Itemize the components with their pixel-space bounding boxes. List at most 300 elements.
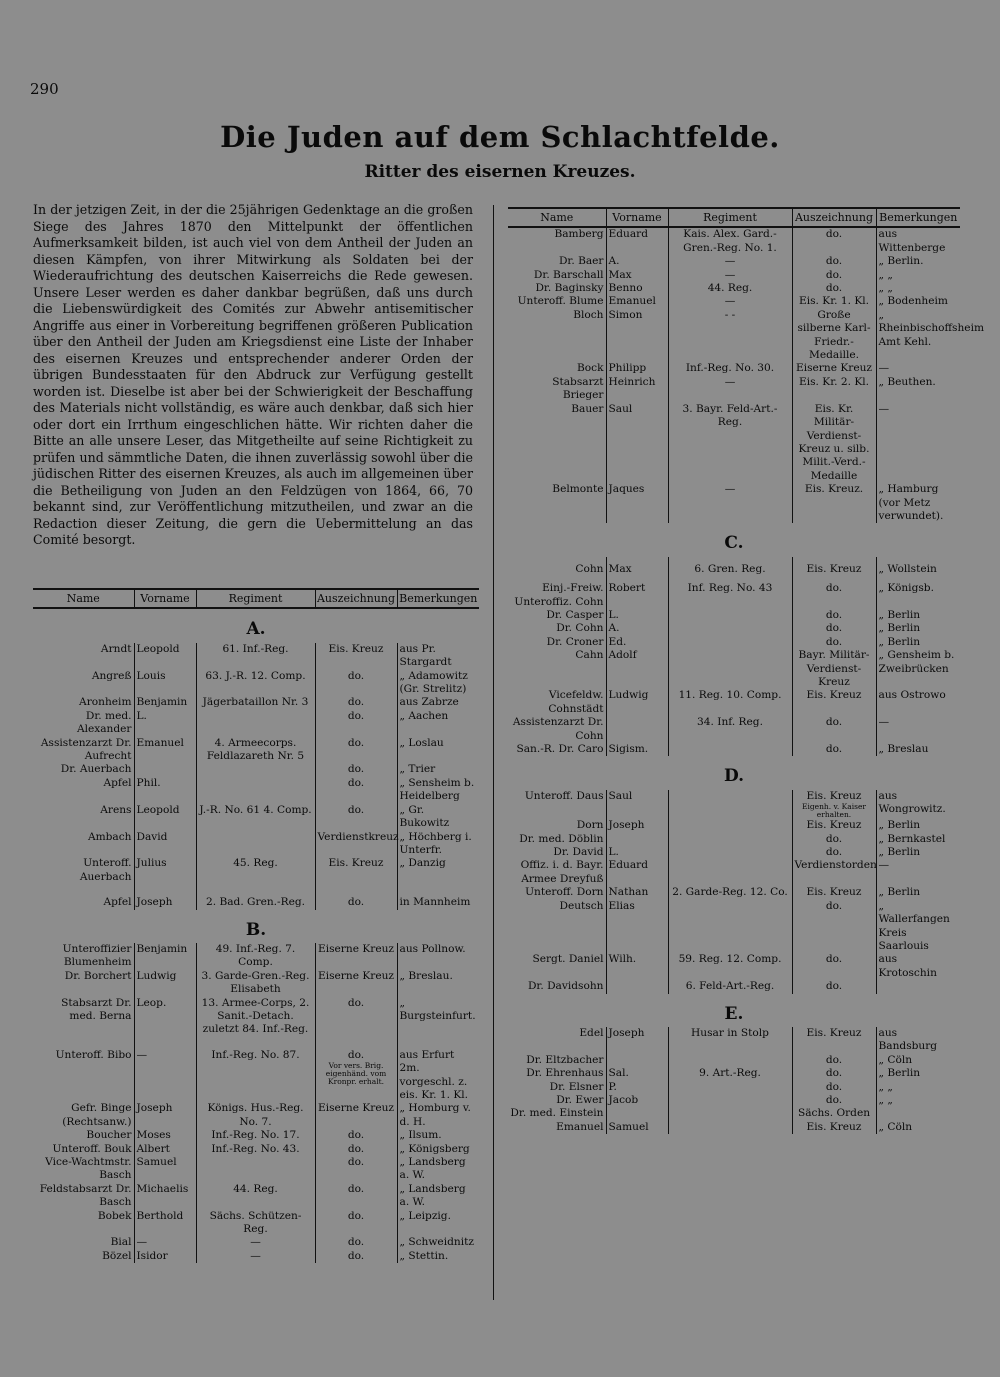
cell-vorname-text: Benno — [608, 282, 643, 295]
cell-bemerkungen — [397, 896, 479, 909]
cell-regiment — [668, 716, 792, 743]
cell-vorname-text: Robert — [608, 582, 646, 595]
section-letter: B. — [245, 919, 267, 940]
cell-auszeichnung — [315, 696, 397, 709]
cell-auszeichnung — [315, 710, 397, 737]
cell-regiment-text: 11. Reg. 10. Comp. — [678, 689, 782, 702]
cell-auszeichnung-text: Eis. Kreuz — [806, 562, 862, 575]
cell-bemerkungen-text: „ Berlin — [878, 1067, 921, 1080]
cell-auszeichnung-text: do. — [825, 716, 843, 729]
cell-auszeichnung — [792, 403, 876, 483]
header-auszeichnung: Auszeichnung — [315, 589, 397, 608]
cell-vorname-text: Emanuel — [608, 295, 656, 308]
cell-auszeichnung — [792, 1027, 876, 1054]
cell-name-text: Dr. David — [553, 846, 604, 859]
cell-auszeichnung-text: Eis. Kreuz — [806, 1120, 862, 1133]
cell-auszeichnung — [792, 790, 876, 819]
cell-vorname-text: David — [136, 830, 168, 843]
cell-vorname — [606, 563, 668, 576]
cell-bemerkungen-text: „ Homburg v. d. H. — [399, 1102, 471, 1128]
cell-auszeichnung-text: do. — [347, 803, 365, 816]
cell-auszeichnung — [315, 777, 397, 804]
cell-name — [508, 980, 606, 993]
header-auszeichnung: Auszeichnung — [792, 208, 876, 227]
cell-name — [33, 804, 134, 831]
cell-bemerkungen-text: aus Krotoschin — [878, 953, 937, 979]
cell-name — [33, 1049, 134, 1103]
cell-bemerkungen — [876, 1081, 960, 1094]
cell-regiment-text: 49. Inf.-Reg. 7. Comp. — [215, 942, 296, 969]
cell-name-text: Unteroff. Bouk — [52, 1142, 132, 1155]
cell-name-text: San.-R. Dr. Caro — [516, 743, 604, 756]
cell-name — [33, 1156, 134, 1183]
cell-auszeichnung — [315, 804, 397, 831]
cell-vorname — [606, 622, 668, 635]
cell-auszeichnung — [792, 309, 876, 363]
cell-regiment — [196, 670, 315, 697]
cell-bemerkungen — [876, 1094, 960, 1107]
cell-bemerkungen-text: „ Berlin — [878, 846, 921, 859]
table-row — [33, 1049, 479, 1103]
cell-bemerkungen — [876, 609, 960, 622]
cell-auszeichnung-text: Eiserne Kreuz — [317, 942, 394, 955]
cell-vorname — [134, 1143, 196, 1156]
cell-regiment — [196, 1156, 315, 1183]
table-row — [508, 483, 960, 523]
cell-name — [508, 282, 606, 295]
cell-regiment-text: — — [724, 483, 736, 496]
cell-regiment — [668, 609, 792, 622]
spacer-cell — [315, 1037, 397, 1049]
cell-vorname-text: Eduard — [608, 228, 648, 241]
cell-name — [508, 636, 606, 649]
cell-regiment — [196, 943, 315, 970]
cell-name-text: Arndt — [100, 642, 132, 655]
cell-regiment-text: J.-R. No. 61 4. Comp. — [199, 803, 312, 816]
cell-bemerkungen-text: „ Danzig — [399, 857, 446, 870]
cell-name-text: Unteroffizier Blumenheim — [62, 942, 132, 969]
cell-vorname-text: Moses — [136, 1129, 171, 1142]
cell-bemerkungen-text: „ Bernkastel — [878, 832, 946, 845]
cell-name — [508, 689, 606, 716]
cell-name — [33, 1236, 134, 1249]
cell-regiment — [668, 886, 792, 899]
cell-vorname — [134, 696, 196, 709]
cell-vorname-text: Simon — [608, 308, 643, 321]
spacer-row — [33, 884, 479, 896]
cell-auszeichnung-text: Eis. Kreuz — [328, 642, 384, 655]
table-row — [508, 980, 960, 993]
cell-bemerkungen-text: „ Trier — [399, 763, 436, 776]
cell-bemerkungen — [876, 227, 960, 255]
cell-regiment-text: Kais. Alex. Gard.-Gren.-Reg. No. 1. — [683, 228, 777, 254]
cell-auszeichnung — [792, 716, 876, 743]
cell-auszeichnung-text: do. — [347, 1209, 365, 1222]
cell-regiment — [196, 1143, 315, 1156]
column-divider — [493, 205, 494, 1300]
cell-name — [508, 1027, 606, 1054]
cell-vorname — [606, 362, 668, 375]
header-regiment: Regiment — [668, 208, 792, 227]
table-row — [33, 1129, 479, 1142]
cell-vorname-text: Leopold — [136, 642, 180, 655]
cell-vorname-text: — — [136, 1048, 148, 1061]
cell-vorname-text: Benjamin — [136, 942, 188, 955]
cell-vorname — [606, 255, 668, 268]
cell-vorname — [606, 1107, 668, 1120]
cell-auszeichnung — [315, 831, 397, 858]
cell-bemerkungen — [876, 649, 960, 689]
cell-vorname — [134, 1183, 196, 1210]
cell-bemerkungen — [397, 1156, 479, 1183]
award-note: Vor vers. Brig. eigenhänd. vom Kronpr. erhalt. — [325, 1061, 387, 1087]
cell-regiment — [668, 309, 792, 363]
cell-bemerkungen-text: „ Berlin — [878, 608, 921, 621]
table-row — [508, 1027, 960, 1054]
cell-name-text: Offiz. i. d. Bayr. Armee Dreyfuß — [520, 859, 604, 885]
cell-bemerkungen-text: „ Gensheim b. Zweibrücken — [878, 649, 955, 675]
section-letter: A. — [246, 619, 266, 640]
cell-auszeichnung-text: Bayr. Militär-Verdienst-Kreuz — [798, 649, 870, 688]
cell-name-text: Dr. Davidsohn — [527, 980, 604, 993]
cell-auszeichnung-text: do. — [825, 622, 843, 635]
cell-regiment — [668, 689, 792, 716]
cell-bemerkungen-text: „ Cöln — [878, 1120, 913, 1133]
page-number: 290 — [30, 80, 59, 98]
cell-bemerkungen-text: „ Burgsteinfurt. — [399, 996, 476, 1022]
cell-vorname — [606, 1121, 668, 1134]
cell-name-text: Dr. med. Döblin — [519, 832, 604, 845]
cell-name — [508, 403, 606, 483]
cell-bemerkungen-text: aus Pr. Stargardt — [399, 642, 452, 669]
cell-name-text: Unteroff. Blume — [517, 295, 604, 308]
cell-name-text: Emanuel — [556, 1120, 604, 1133]
cell-auszeichnung — [792, 819, 876, 832]
cell-bemerkungen-text: „ Aachen — [399, 709, 449, 722]
cell-regiment — [196, 763, 315, 776]
cell-bemerkungen-text: aus Pollnow. — [399, 942, 466, 955]
cell-auszeichnung-text: Verdienstkreuz — [317, 830, 399, 843]
cell-regiment-text: — — [724, 255, 736, 268]
cell-name-text: Deutsch — [559, 899, 604, 912]
spacer-row — [33, 1037, 479, 1049]
cell-name-text: Dr. med. Einstein — [510, 1107, 604, 1120]
cell-auszeichnung — [315, 857, 397, 884]
cell-bemerkungen — [397, 804, 479, 831]
cell-auszeichnung-text: Eis. Kreuz — [806, 886, 862, 899]
cell-name — [33, 857, 134, 884]
cell-auszeichnung — [315, 896, 397, 909]
cell-regiment — [668, 227, 792, 255]
cell-regiment — [196, 777, 315, 804]
header-name: Name — [33, 589, 134, 608]
cell-vorname-text: Nathan — [608, 886, 649, 899]
table-row — [508, 649, 960, 689]
cell-vorname — [606, 859, 668, 886]
table-row — [33, 643, 479, 670]
cell-vorname-text: Jaques — [608, 483, 645, 496]
cell-name — [508, 1094, 606, 1107]
cell-vorname — [606, 819, 668, 832]
cell-regiment-text: 59. Reg. 12. Comp. — [678, 953, 782, 966]
cell-vorname — [134, 804, 196, 831]
cell-name-text: Stabsarzt Brieger — [552, 375, 604, 402]
cell-name — [33, 896, 134, 909]
cell-auszeichnung — [315, 1250, 397, 1263]
cell-name-text: Dr. Ehrenhaus — [526, 1067, 604, 1080]
cell-name — [33, 1250, 134, 1263]
cell-regiment — [668, 622, 792, 635]
table-row — [33, 1183, 479, 1210]
cell-name — [33, 997, 134, 1037]
cell-vorname-text: Saul — [608, 402, 633, 415]
cell-bemerkungen — [876, 953, 960, 980]
cell-bemerkungen-text: „ Bodenheim — [878, 295, 948, 308]
cell-auszeichnung — [792, 886, 876, 899]
cell-name — [508, 900, 606, 954]
cell-vorname — [134, 896, 196, 909]
cell-regiment — [668, 1107, 792, 1120]
cell-regiment-text: Inf. Reg. No. 43 — [687, 582, 773, 595]
table-row — [508, 1094, 960, 1107]
cell-name — [508, 563, 606, 576]
cell-regiment — [196, 970, 315, 997]
header-regiment: Regiment — [196, 589, 315, 608]
cell-regiment-text: Königs. Hus.-Reg. No. 7. — [207, 1102, 304, 1128]
section-letter-row — [33, 910, 479, 943]
cell-auszeichnung-text: do. — [825, 268, 843, 281]
cell-name — [508, 362, 606, 375]
cell-bemerkungen-text: „ Stettin. — [399, 1249, 449, 1262]
cell-name-text: Stabsarzt Dr. med. Berna — [61, 996, 132, 1022]
cell-regiment-text: Inf.-Reg. No. 87. — [211, 1048, 300, 1061]
cell-vorname — [606, 649, 668, 689]
cell-bemerkungen — [876, 362, 960, 375]
cell-vorname-text: Leopold — [136, 803, 180, 816]
cell-bemerkungen — [397, 670, 479, 697]
cell-vorname-text: Ed. — [608, 635, 627, 648]
cell-regiment-text: 3. Garde-Gren.-Reg. Elisabeth — [201, 969, 310, 996]
spacer-cell — [397, 1037, 479, 1049]
cell-name-text: Bloch — [573, 308, 604, 321]
cell-vorname — [606, 743, 668, 756]
cell-vorname — [134, 763, 196, 776]
cell-bemerkungen — [397, 1129, 479, 1142]
cell-auszeichnung-text: do. — [347, 763, 365, 776]
table-row — [33, 997, 479, 1037]
table-row — [508, 689, 960, 716]
table-row — [508, 295, 960, 308]
cell-auszeichnung — [792, 980, 876, 993]
cell-name-text: Apfel — [103, 896, 132, 909]
table-row — [508, 833, 960, 846]
table-row — [33, 943, 479, 970]
cell-regiment-text: 44. Reg. — [233, 1182, 278, 1195]
section-letter-row — [508, 756, 960, 789]
cell-vorname-text: Samuel — [136, 1156, 177, 1169]
cell-regiment — [196, 737, 315, 764]
table-row — [33, 804, 479, 831]
page-title: Die Juden auf dem Schlachtfelde. — [220, 120, 780, 154]
cell-bemerkungen-text: aus Erfurt 2m. vorgeschl. z. eis. Kr. 1. Kl. — [399, 1048, 469, 1101]
cell-vorname — [606, 1027, 668, 1054]
cell-regiment — [668, 833, 792, 846]
cell-regiment — [668, 900, 792, 954]
cell-auszeichnung-text: do. — [347, 896, 365, 909]
cell-bemerkungen-text: „ Sensheim b. Heidelberg — [399, 776, 475, 803]
cell-name-text: Dr. med. Alexander — [76, 709, 132, 736]
cell-name-text: Dr. Baginsky — [535, 282, 604, 295]
cell-vorname — [134, 777, 196, 804]
table-row — [508, 1121, 960, 1134]
cell-name-text: Aronheim — [79, 696, 132, 709]
cell-name-text: Dorn — [576, 819, 604, 832]
cell-vorname — [134, 1102, 196, 1129]
table-row — [33, 1156, 479, 1183]
cell-vorname — [606, 483, 668, 523]
table-row — [508, 362, 960, 375]
cell-vorname-text: Joseph — [136, 1102, 173, 1115]
cell-name-text: Vice-Wachtmstr. Basch — [45, 1156, 132, 1182]
cell-auszeichnung-text: do. — [825, 282, 843, 295]
cell-regiment — [196, 1210, 315, 1237]
cell-bemerkungen — [876, 886, 960, 899]
cell-auszeichnung-text: Eis. Kreuz — [806, 1026, 862, 1039]
header-vorname: Vorname — [606, 208, 668, 227]
cell-name-text: Cahn — [575, 649, 604, 662]
cell-auszeichnung-text: do. — [825, 1093, 843, 1106]
cell-auszeichnung — [792, 1067, 876, 1080]
table-header-row — [508, 208, 960, 227]
table-row — [33, 670, 479, 697]
cell-bemerkungen — [876, 1107, 960, 1120]
cell-name — [508, 295, 606, 308]
cell-regiment — [668, 980, 792, 993]
table-row — [508, 790, 960, 819]
cell-vorname — [134, 1210, 196, 1237]
table-row — [33, 1143, 479, 1156]
cell-auszeichnung-text: Eis. Kr. 1. Kl. — [799, 295, 869, 308]
cell-name — [508, 649, 606, 689]
table-row — [33, 737, 479, 764]
cell-auszeichnung-text: do. — [347, 1142, 365, 1155]
spacer-cell — [134, 1037, 196, 1049]
cell-auszeichnung — [792, 1094, 876, 1107]
cell-auszeichnung-text: do. — [347, 1129, 365, 1142]
cell-bemerkungen — [397, 1210, 479, 1237]
cell-bemerkungen — [876, 980, 960, 993]
cell-name — [508, 819, 606, 832]
cell-bemerkungen — [876, 636, 960, 649]
cell-auszeichnung — [315, 970, 397, 997]
cell-bemerkungen-text: „ Höchberg i. Unterfr. — [399, 830, 472, 856]
cell-bemerkungen-text: „ Wallerfangen Kreis Saarlouis — [878, 899, 950, 952]
cell-vorname-text: Heinrich — [608, 375, 656, 388]
cell-auszeichnung — [792, 743, 876, 756]
table-row — [33, 1210, 479, 1237]
cell-name — [33, 943, 134, 970]
cell-auszeichnung-text: do. — [825, 1053, 843, 1066]
cell-regiment — [668, 1027, 792, 1054]
cell-auszeichnung — [792, 833, 876, 846]
cell-name-text: Dr. Eltzbacher — [526, 1053, 604, 1066]
cell-bemerkungen — [876, 716, 960, 743]
header-name: Name — [508, 208, 606, 227]
cell-vorname-text: Saul — [608, 789, 633, 802]
cell-regiment-text: 45. Reg. — [233, 857, 278, 870]
cell-bemerkungen — [876, 622, 960, 635]
cell-bemerkungen — [876, 900, 960, 954]
cell-bemerkungen — [876, 483, 960, 523]
recipients-table-right — [508, 207, 985, 1134]
cell-auszeichnung-text: Eis. Kreuz — [806, 789, 862, 802]
cell-vorname-text: Michaelis — [136, 1182, 189, 1195]
cell-regiment-text: Inf.-Reg. No. 30. — [685, 362, 775, 375]
cell-bemerkungen-text: aus Wongrowitz. — [878, 789, 946, 816]
cell-name — [33, 696, 134, 709]
cell-auszeichnung-text: do. — [347, 669, 365, 682]
cell-auszeichnung — [792, 1107, 876, 1120]
table-row — [508, 1054, 960, 1067]
cell-name — [33, 737, 134, 764]
cell-name — [508, 622, 606, 635]
cell-name — [33, 763, 134, 776]
cell-regiment — [196, 1250, 315, 1263]
cell-bemerkungen-text: „ Ilsum. — [399, 1129, 442, 1142]
cell-bemerkungen — [876, 833, 960, 846]
cell-regiment — [196, 857, 315, 884]
cell-auszeichnung-text: Eiserne Kreuz — [795, 362, 872, 375]
cell-auszeichnung — [792, 1054, 876, 1067]
table-row — [508, 269, 960, 282]
cell-bemerkungen — [876, 563, 960, 576]
cell-name-text: Boucher — [86, 1129, 132, 1142]
cell-vorname — [606, 689, 668, 716]
table-row — [508, 376, 960, 403]
table-row — [33, 1250, 479, 1263]
cell-regiment — [668, 859, 792, 886]
cell-vorname — [606, 269, 668, 282]
cell-auszeichnung-text: do. — [825, 953, 843, 966]
table-header-row — [33, 589, 479, 608]
cell-auszeichnung-text: Eis. Kreuz — [806, 689, 862, 702]
cell-regiment-text: 34. Inf. Reg. — [697, 716, 763, 729]
cell-auszeichnung-text: do. — [347, 1249, 365, 1262]
cell-bemerkungen — [876, 743, 960, 756]
cell-bemerkungen — [397, 777, 479, 804]
spacer-cell — [315, 884, 397, 896]
table-row — [508, 859, 960, 886]
cell-bemerkungen — [397, 1143, 479, 1156]
cell-name — [508, 1067, 606, 1080]
cell-name — [508, 609, 606, 622]
cell-name-text: Unteroff. Daus — [524, 789, 604, 802]
cell-regiment-text: Inf.-Reg. No. 43. — [211, 1142, 300, 1155]
cell-vorname-text: Emanuel — [136, 736, 184, 749]
cell-name-text: Dr. Auerbach — [60, 763, 132, 776]
award-note: Eigenh. v. Kaiser erhalten. — [801, 802, 866, 820]
cell-name — [33, 670, 134, 697]
table-row — [33, 777, 479, 804]
cell-vorname-text: L. — [136, 709, 147, 722]
cell-name — [508, 1081, 606, 1094]
table-row — [508, 609, 960, 622]
cell-vorname-text: Elias — [608, 899, 635, 912]
table-row — [508, 846, 960, 859]
cell-bemerkungen — [397, 1236, 479, 1249]
cell-regiment — [668, 362, 792, 375]
cell-regiment — [196, 696, 315, 709]
